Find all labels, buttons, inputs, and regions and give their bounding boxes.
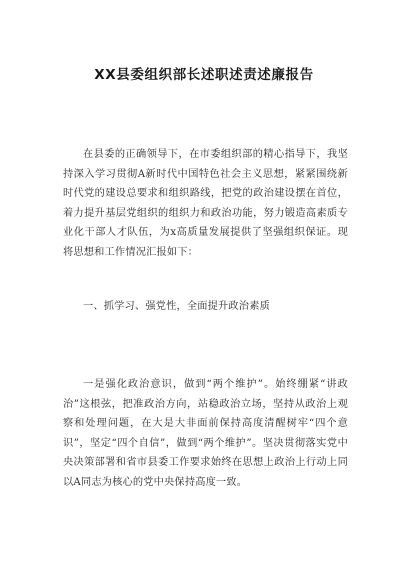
intro-paragraph: 在县委的正确领导下，在市委组织部的精心指导下，我坚持深入学习贯彻A新时代中国特色社会主义思想，紧紧围绕新时代党的建设总要求和组织路线，把党的政治建设摆在首位，着力提升基层党组织的组织力和政治功能，努力锻造高素质专业化干部人才队伍，为x高质量发展提供了坚强组织保证。现将思想和工作情况汇报如下： <box>63 149 348 258</box>
document-title: XX县委组织部长述职述责述廉报告 <box>94 67 314 83</box>
section-heading: 一、抓学习、强党性，全面提升政治素质 <box>83 301 270 312</box>
section-paragraph: 一是强化政治意识，做到“两个维护”。始终绷紧“讲政治”这根弦，把准政治方向，站稳政治立场，坚持从政治上观察和处理问题，在大是大非面前保持高度清醒树牢“四个意识”，坚定“四个自信”，做到“两个维护”。坚决贯彻落实党中央决策部署和省市县委工作要求始终在思想上政治上行动上同以A同志为核心的党中央保持高度一致。 <box>63 379 348 488</box>
